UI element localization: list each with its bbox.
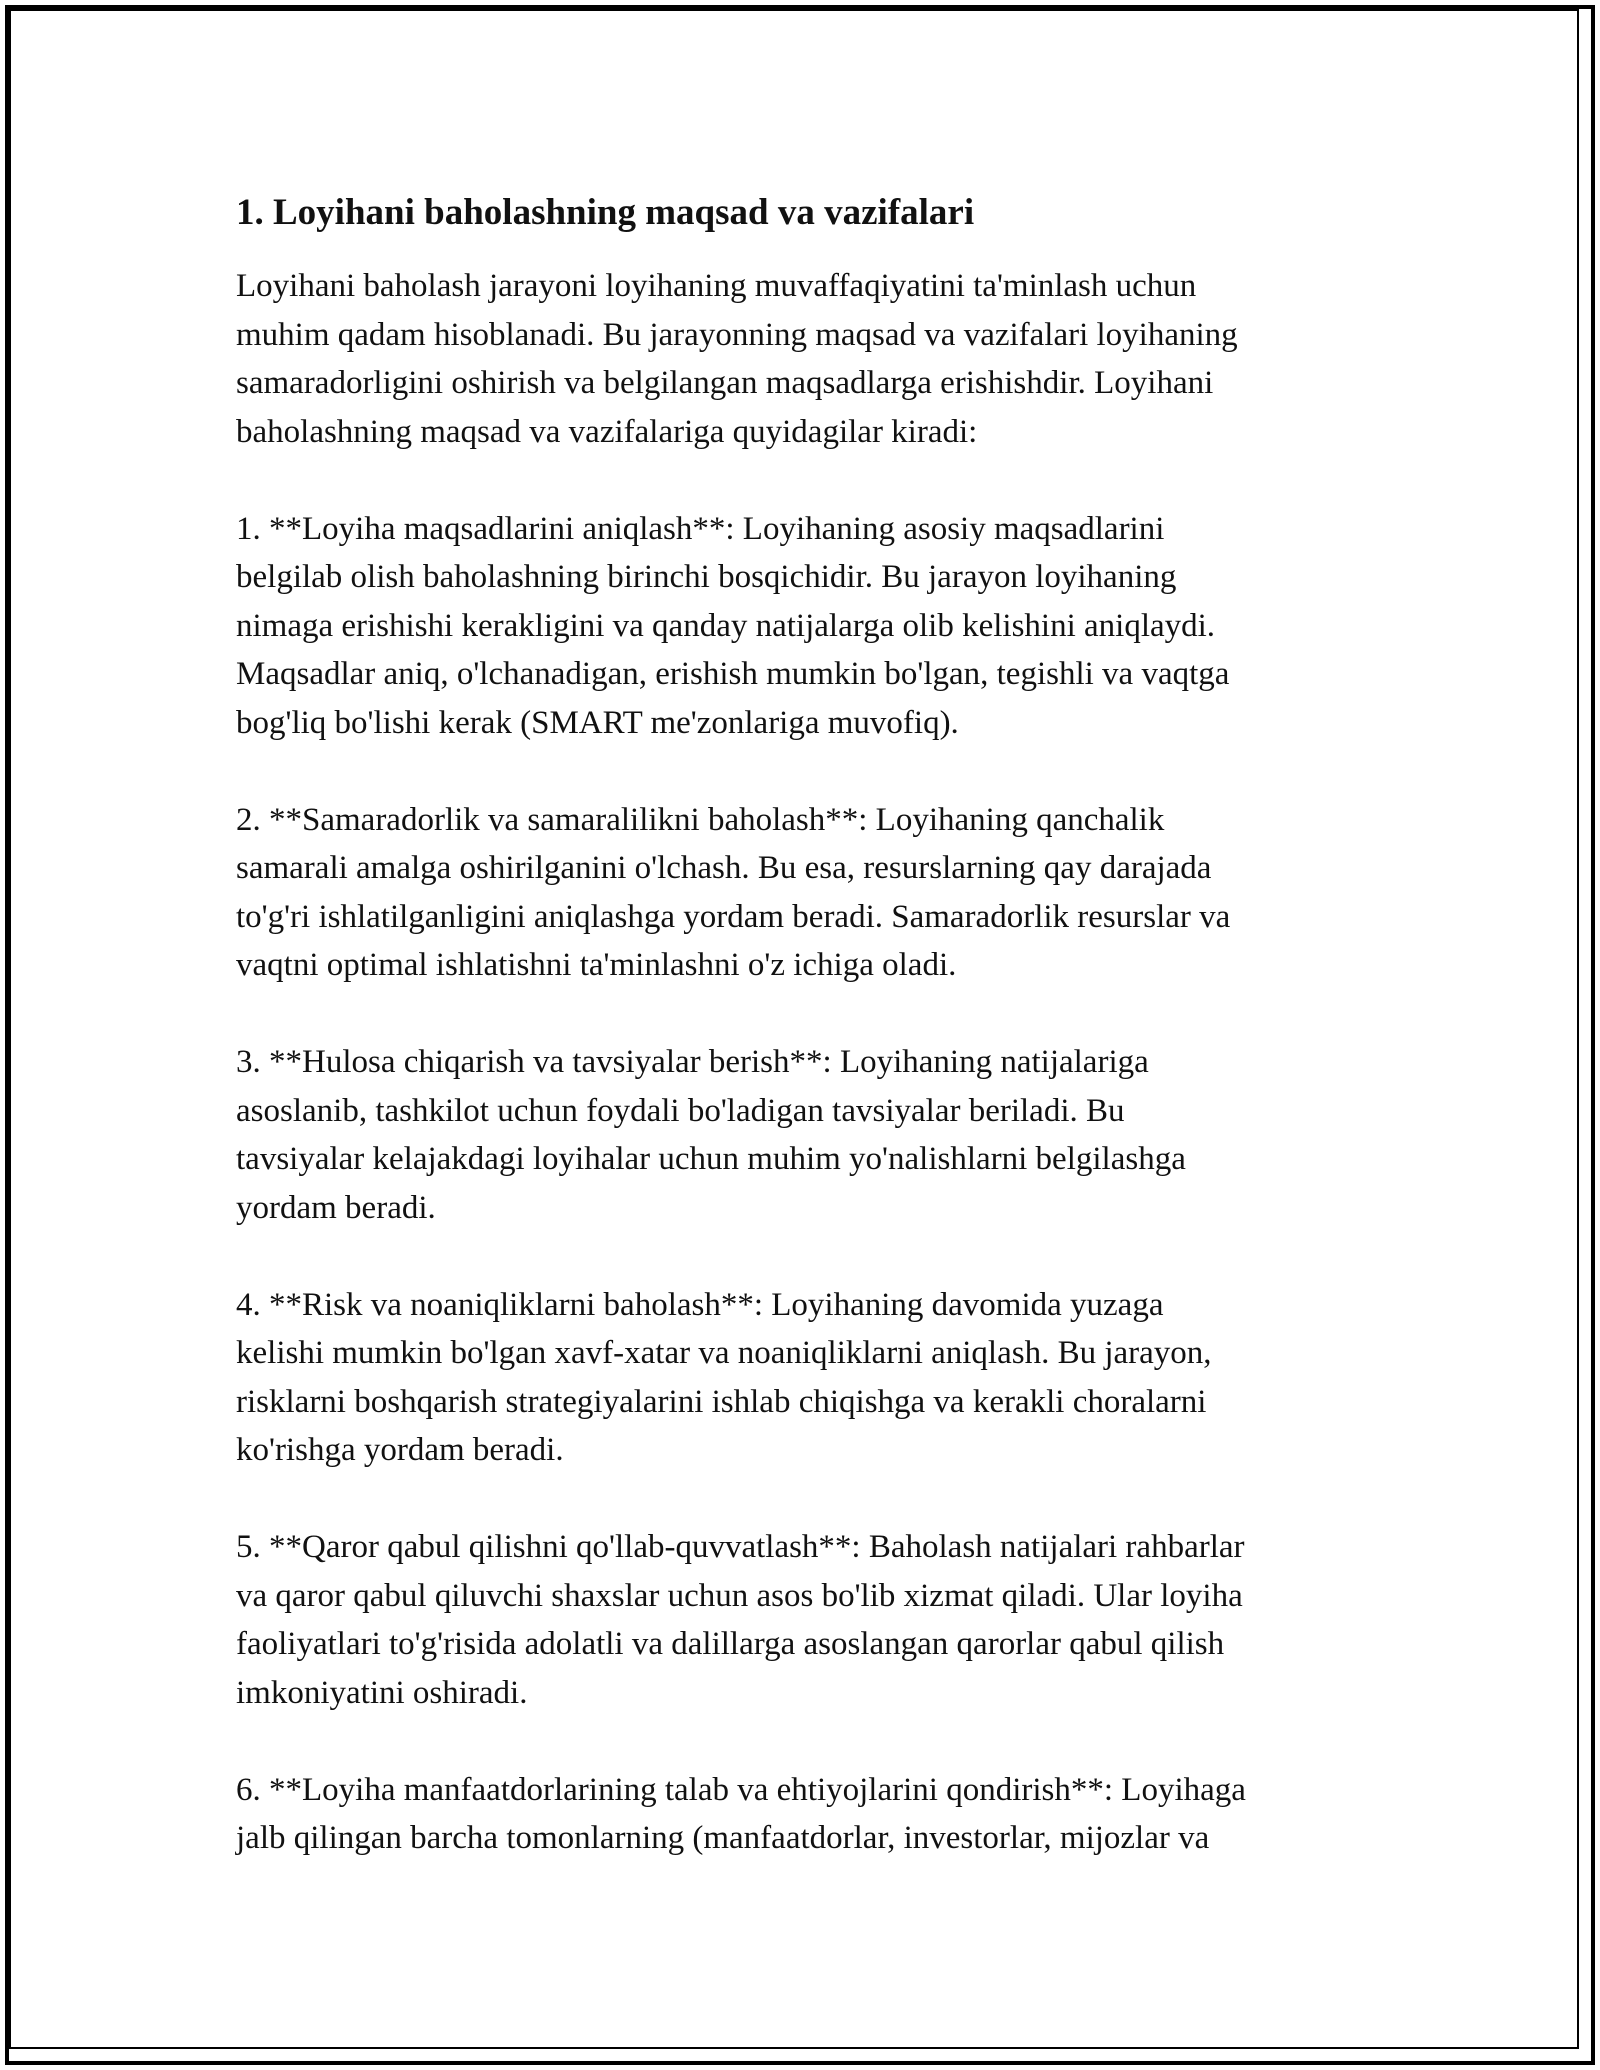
item-line: yordam beradi. (236, 1189, 436, 1226)
item-line: risklarni boshqarish strategiyalarini ishlab chiqishga va kerakli choralarni (236, 1383, 1207, 1420)
item-line: kelishi mumkin bo'lgan xavf-xatar va noaniqliklarni aniqlash. Bu jarayon, (236, 1335, 1212, 1371)
item-line: 1. **Loyiha maqsadlarini aniqlash**: Loyihaning asosiy maqsadlarini (236, 510, 1165, 547)
intro-line: muhim qadam hisoblanadi. Bu jarayonning maqsad va vazifalari loyihaning (236, 316, 1238, 353)
item-line: faoliyatlari to'g'risida adolatli va dalillarga asoslangan qarorlar qabul qilish (236, 1626, 1225, 1662)
intro-line: Loyihani baholash jarayoni loyihaning muvaffaqiyatini ta'minlash uchun (236, 268, 1197, 304)
item-line: 2. **Samaradorlik va samaralilikni baholash**: Loyihaning qanchalik (236, 801, 1165, 838)
intro-paragraph (236, 262, 1396, 456)
item-line: belgilab olish baholashning birinchi bosqichidir. Bu jarayon loyihaning (236, 559, 1177, 595)
item-line: to'g'ri ishlatilganligini aniqlashga yordam beradi. Samaradorlik resurslar va (236, 898, 1231, 935)
item-line: bog'liq bo'lishi kerak (SMART me'zonlariga muvofiq). (236, 704, 959, 741)
item-line: jalb qilingan barcha tomonlarning (manfaatdorlar, investorlar, mijozlar va (236, 1820, 1210, 1856)
list-item-5 (236, 1523, 1396, 1717)
list-item-1 (236, 505, 1396, 748)
item-line: nimaga erishishi kerakligini va qanday natijalarga olib kelishini aniqlaydi. (236, 607, 1216, 644)
list-item-4 (236, 1281, 1396, 1475)
item-line: Maqsadlar aniq, o'lchanadigan, erishish mumkin bo'lgan, tegishli va vaqtga (236, 656, 1230, 692)
document-body (236, 188, 1396, 1863)
list-item-3 (236, 1038, 1396, 1232)
list-item-6 (236, 1766, 1396, 1863)
item-line: 4. **Risk va noaniqliklarni baholash**: Loyihaning davomida yuzaga (236, 1286, 1164, 1323)
item-line: samarali amalga oshirilganini o'lchash. Bu esa, resurslarning qay darajada (236, 850, 1212, 886)
list-item-2 (236, 796, 1396, 990)
item-line: imkoniyatini oshiradi. (236, 1674, 528, 1711)
item-line: 5. **Qaror qabul qilishni qo'llab-quvvatlash**: Baholash natijalari rahbarlar (236, 1529, 1245, 1565)
item-line: asoslanib, tashkilot uchun foydali bo'ladigan tavsiyalar beriladi. Bu (236, 1092, 1125, 1129)
item-line: vaqtni optimal ishlatishni ta'minlashni o'z ichiga oladi. (236, 947, 957, 983)
item-line: va qaror qabul qiluvchi shaxslar uchun asos bo'lib xizmat qiladi. Ular loyiha (236, 1577, 1243, 1614)
intro-line: baholashning maqsad va vazifalariga quyidagilar kiradi: (236, 413, 978, 450)
intro-line: samaradorligini oshirish va belgilangan maqsadlarga erishishdir. Loyihani (236, 365, 1214, 401)
item-line: 3. **Hulosa chiqarish va tavsiyalar berish**: Loyihaning natijalariga (236, 1044, 1149, 1080)
item-line: 6. **Loyiha manfaatdorlarining talab va ehtiyojlarini qondirish**: Loyihaga (236, 1771, 1246, 1808)
section-heading: 1. Loyihani baholashning maqsad va vazifalari (236, 192, 975, 233)
item-line: ko'rishga yordam beradi. (236, 1432, 564, 1468)
item-line: tavsiyalar kelajakdagi loyihalar uchun muhim yo'nalishlarni belgilashga (236, 1141, 1186, 1177)
